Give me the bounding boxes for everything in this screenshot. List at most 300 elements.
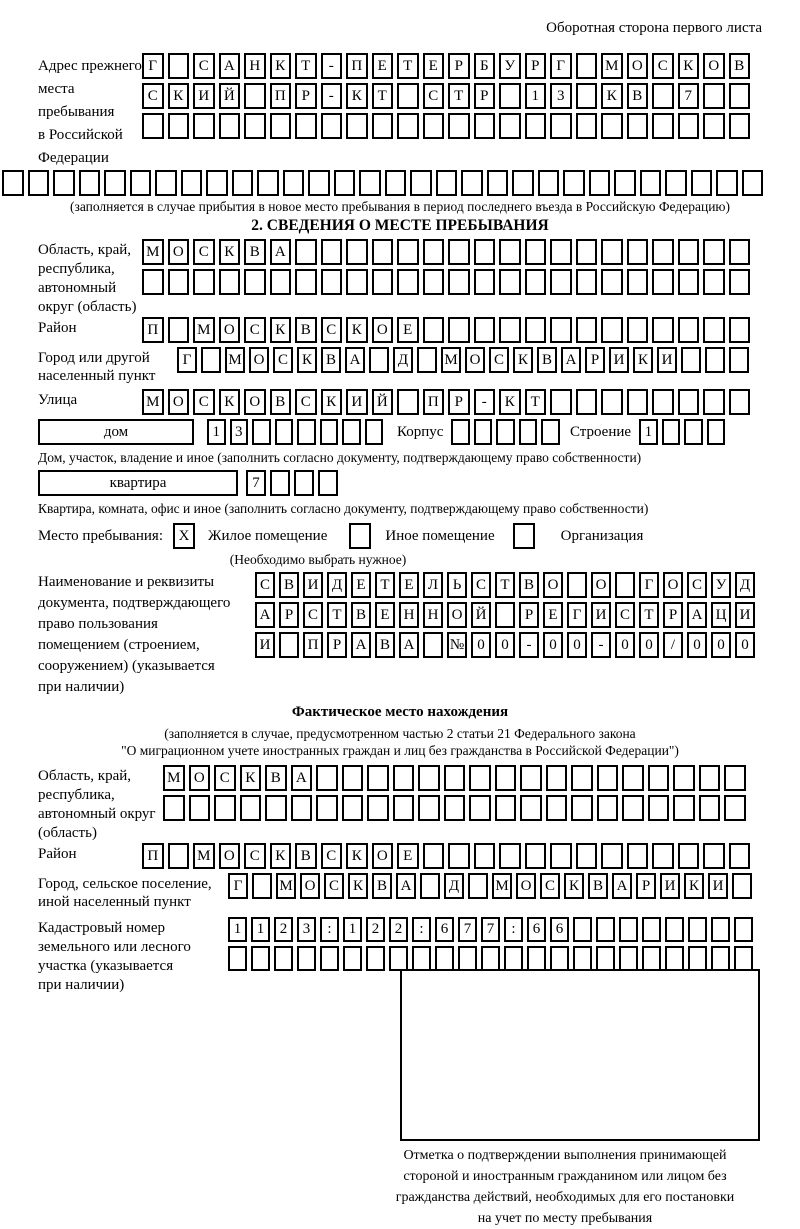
char-cell[interactable] <box>423 317 445 343</box>
char-cell[interactable]: С <box>321 317 343 343</box>
char-cell[interactable]: К <box>321 389 343 415</box>
char-cell[interactable] <box>474 239 496 265</box>
char-cell[interactable]: 6 <box>527 917 546 942</box>
char-cell[interactable] <box>642 917 661 942</box>
char-cell[interactable] <box>168 317 190 343</box>
char-cell[interactable] <box>397 389 419 415</box>
char-cell[interactable] <box>576 83 598 109</box>
char-cell[interactable]: П <box>303 632 323 658</box>
char-cell[interactable] <box>499 239 521 265</box>
char-cell[interactable] <box>274 946 293 971</box>
char-cell[interactable] <box>601 239 623 265</box>
char-cell[interactable]: М <box>441 347 461 373</box>
char-cell[interactable] <box>652 113 674 139</box>
char-cell[interactable]: Р <box>519 602 539 628</box>
char-cell[interactable]: О <box>703 53 725 79</box>
char-cell[interactable]: 1 <box>639 419 658 445</box>
char-cell[interactable]: М <box>193 843 215 869</box>
char-cell[interactable] <box>393 795 415 821</box>
char-cell[interactable] <box>265 795 287 821</box>
char-cell[interactable]: В <box>295 317 317 343</box>
char-cell[interactable] <box>512 170 534 196</box>
char-cell[interactable]: Ь <box>447 572 467 598</box>
fact-district-row[interactable] <box>142 843 750 869</box>
char-cell[interactable] <box>627 113 649 139</box>
char-cell[interactable] <box>662 419 681 445</box>
char-cell[interactable] <box>294 470 314 496</box>
char-cell[interactable]: В <box>270 389 292 415</box>
char-cell[interactable]: И <box>591 602 611 628</box>
previous-address-row-3[interactable] <box>142 113 750 139</box>
char-cell[interactable] <box>423 113 445 139</box>
char-cell[interactable] <box>448 113 470 139</box>
char-cell[interactable] <box>397 113 419 139</box>
char-cell[interactable] <box>297 419 316 445</box>
char-cell[interactable]: Р <box>525 53 547 79</box>
char-cell[interactable] <box>652 83 674 109</box>
char-cell[interactable] <box>729 239 751 265</box>
char-cell[interactable]: В <box>265 765 287 791</box>
char-cell[interactable] <box>703 317 725 343</box>
char-cell[interactable] <box>458 946 477 971</box>
char-cell[interactable] <box>155 170 177 196</box>
char-cell[interactable] <box>244 269 266 295</box>
char-cell[interactable] <box>742 170 764 196</box>
stroenie-row[interactable] <box>639 419 725 445</box>
char-cell[interactable] <box>321 239 343 265</box>
char-cell[interactable] <box>627 317 649 343</box>
char-cell[interactable] <box>461 170 483 196</box>
char-cell[interactable]: О <box>300 873 320 899</box>
char-cell[interactable] <box>397 83 419 109</box>
char-cell[interactable] <box>699 765 721 791</box>
char-cell[interactable]: : <box>412 917 431 942</box>
char-cell[interactable] <box>372 239 394 265</box>
char-cell[interactable] <box>619 917 638 942</box>
char-cell[interactable]: И <box>708 873 728 899</box>
char-cell[interactable]: К <box>270 53 292 79</box>
char-cell[interactable]: Р <box>327 632 347 658</box>
char-cell[interactable]: 7 <box>481 917 500 942</box>
char-cell[interactable] <box>652 843 674 869</box>
char-cell[interactable]: С <box>214 765 236 791</box>
char-cell[interactable]: 0 <box>543 632 563 658</box>
char-cell[interactable]: Р <box>474 83 496 109</box>
char-cell[interactable] <box>520 795 542 821</box>
char-cell[interactable]: М <box>142 389 164 415</box>
char-cell[interactable] <box>474 113 496 139</box>
char-cell[interactable] <box>279 632 299 658</box>
char-cell[interactable]: Й <box>471 602 491 628</box>
char-cell[interactable] <box>589 170 611 196</box>
district-row[interactable] <box>142 317 750 343</box>
char-cell[interactable]: - <box>321 83 343 109</box>
char-cell[interactable]: Е <box>397 843 419 869</box>
char-cell[interactable]: Т <box>327 602 347 628</box>
char-cell[interactable] <box>678 843 700 869</box>
char-cell[interactable]: Г <box>142 53 164 79</box>
char-cell[interactable] <box>699 795 721 821</box>
previous-address-row-4[interactable] <box>2 170 762 196</box>
char-cell[interactable] <box>665 170 687 196</box>
char-cell[interactable] <box>367 765 389 791</box>
char-cell[interactable]: : <box>320 917 339 942</box>
char-cell[interactable] <box>270 269 292 295</box>
residential-checkbox[interactable]: X <box>173 523 195 549</box>
char-cell[interactable]: А <box>561 347 581 373</box>
char-cell[interactable]: Е <box>372 53 394 79</box>
char-cell[interactable]: Е <box>351 572 371 598</box>
char-cell[interactable]: И <box>735 602 755 628</box>
char-cell[interactable] <box>525 113 547 139</box>
char-cell[interactable]: Г <box>567 602 587 628</box>
char-cell[interactable] <box>444 765 466 791</box>
char-cell[interactable]: К <box>633 347 653 373</box>
char-cell[interactable]: О <box>372 843 394 869</box>
char-cell[interactable]: Д <box>393 347 413 373</box>
char-cell[interactable] <box>652 317 674 343</box>
char-cell[interactable] <box>729 83 751 109</box>
char-cell[interactable] <box>359 170 381 196</box>
char-cell[interactable] <box>343 946 362 971</box>
char-cell[interactable] <box>316 765 338 791</box>
char-cell[interactable]: Е <box>397 317 419 343</box>
char-cell[interactable] <box>397 239 419 265</box>
char-cell[interactable]: 7 <box>458 917 477 942</box>
char-cell[interactable]: Т <box>639 602 659 628</box>
char-cell[interactable]: О <box>219 843 241 869</box>
char-cell[interactable] <box>665 946 684 971</box>
char-cell[interactable]: 0 <box>615 632 635 658</box>
char-cell[interactable] <box>525 317 547 343</box>
char-cell[interactable] <box>684 419 703 445</box>
char-cell[interactable] <box>474 269 496 295</box>
char-cell[interactable] <box>729 843 751 869</box>
char-cell[interactable] <box>673 765 695 791</box>
char-cell[interactable]: И <box>609 347 629 373</box>
char-cell[interactable]: 0 <box>567 632 587 658</box>
char-cell[interactable]: Н <box>423 602 443 628</box>
char-cell[interactable] <box>412 946 431 971</box>
char-cell[interactable]: Т <box>397 53 419 79</box>
char-cell[interactable]: Т <box>495 572 515 598</box>
char-cell[interactable]: О <box>447 602 467 628</box>
char-cell[interactable] <box>369 347 389 373</box>
char-cell[interactable]: Д <box>735 572 755 598</box>
char-cell[interactable] <box>525 269 547 295</box>
char-cell[interactable] <box>481 946 500 971</box>
char-cell[interactable] <box>640 170 662 196</box>
char-cell[interactable] <box>567 572 587 598</box>
char-cell[interactable]: 1 <box>525 83 547 109</box>
char-cell[interactable] <box>366 946 385 971</box>
char-cell[interactable]: 2 <box>274 917 293 942</box>
other-premises-checkbox[interactable] <box>349 523 371 549</box>
char-cell[interactable]: - <box>321 53 343 79</box>
char-cell[interactable] <box>295 269 317 295</box>
document-row-1[interactable] <box>255 572 755 598</box>
region-row-1[interactable] <box>142 239 750 265</box>
char-cell[interactable] <box>469 795 491 821</box>
char-cell[interactable]: В <box>351 602 371 628</box>
char-cell[interactable] <box>541 419 560 445</box>
char-cell[interactable] <box>297 946 316 971</box>
char-cell[interactable]: - <box>591 632 611 658</box>
char-cell[interactable] <box>487 170 509 196</box>
char-cell[interactable] <box>365 419 384 445</box>
char-cell[interactable]: О <box>168 239 190 265</box>
char-cell[interactable] <box>732 873 752 899</box>
char-cell[interactable] <box>283 170 305 196</box>
char-cell[interactable]: М <box>492 873 512 899</box>
char-cell[interactable] <box>142 269 164 295</box>
char-cell[interactable] <box>28 170 50 196</box>
char-cell[interactable] <box>597 795 619 821</box>
char-cell[interactable]: А <box>219 53 241 79</box>
char-cell[interactable] <box>619 946 638 971</box>
char-cell[interactable] <box>703 389 725 415</box>
char-cell[interactable] <box>703 239 725 265</box>
house-number-row[interactable] <box>207 419 383 445</box>
char-cell[interactable] <box>520 765 542 791</box>
char-cell[interactable] <box>499 83 521 109</box>
char-cell[interactable] <box>420 873 440 899</box>
char-cell[interactable] <box>688 917 707 942</box>
char-cell[interactable] <box>576 843 598 869</box>
char-cell[interactable]: С <box>489 347 509 373</box>
char-cell[interactable] <box>244 113 266 139</box>
char-cell[interactable]: П <box>142 843 164 869</box>
street-row[interactable] <box>142 389 750 415</box>
char-cell[interactable] <box>546 795 568 821</box>
char-cell[interactable] <box>678 389 700 415</box>
char-cell[interactable] <box>372 269 394 295</box>
char-cell[interactable]: Л <box>423 572 443 598</box>
fact-region-row-1[interactable] <box>163 765 746 791</box>
char-cell[interactable] <box>240 795 262 821</box>
char-cell[interactable] <box>576 113 598 139</box>
char-cell[interactable] <box>576 317 598 343</box>
char-cell[interactable]: 1 <box>207 419 226 445</box>
char-cell[interactable] <box>275 419 294 445</box>
char-cell[interactable]: С <box>193 53 215 79</box>
char-cell[interactable] <box>614 170 636 196</box>
char-cell[interactable] <box>648 765 670 791</box>
fact-region-row-2[interactable] <box>163 795 746 821</box>
char-cell[interactable] <box>201 347 221 373</box>
char-cell[interactable] <box>499 843 521 869</box>
char-cell[interactable] <box>499 317 521 343</box>
char-cell[interactable] <box>385 170 407 196</box>
char-cell[interactable] <box>601 317 623 343</box>
char-cell[interactable]: А <box>396 873 416 899</box>
char-cell[interactable]: К <box>346 843 368 869</box>
char-cell[interactable]: Р <box>448 53 470 79</box>
char-cell[interactable]: К <box>601 83 623 109</box>
char-cell[interactable] <box>652 239 674 265</box>
char-cell[interactable] <box>53 170 75 196</box>
char-cell[interactable]: К <box>346 317 368 343</box>
apartment-row[interactable] <box>246 470 338 496</box>
char-cell[interactable]: С <box>244 843 266 869</box>
char-cell[interactable] <box>214 795 236 821</box>
char-cell[interactable] <box>244 83 266 109</box>
char-cell[interactable] <box>724 795 746 821</box>
char-cell[interactable]: М <box>142 239 164 265</box>
char-cell[interactable]: 7 <box>678 83 700 109</box>
char-cell[interactable] <box>181 170 203 196</box>
char-cell[interactable] <box>499 269 521 295</box>
char-cell[interactable] <box>163 795 185 821</box>
char-cell[interactable]: 0 <box>735 632 755 658</box>
char-cell[interactable]: П <box>270 83 292 109</box>
char-cell[interactable] <box>417 347 437 373</box>
char-cell[interactable] <box>729 269 751 295</box>
char-cell[interactable] <box>251 946 270 971</box>
char-cell[interactable]: Т <box>372 83 394 109</box>
char-cell[interactable] <box>601 269 623 295</box>
char-cell[interactable] <box>703 83 725 109</box>
char-cell[interactable]: Р <box>448 389 470 415</box>
char-cell[interactable] <box>622 765 644 791</box>
char-cell[interactable]: Й <box>219 83 241 109</box>
char-cell[interactable] <box>550 317 572 343</box>
char-cell[interactable]: Р <box>663 602 683 628</box>
char-cell[interactable] <box>573 917 592 942</box>
char-cell[interactable]: К <box>240 765 262 791</box>
char-cell[interactable]: К <box>684 873 704 899</box>
char-cell[interactable]: М <box>601 53 623 79</box>
char-cell[interactable] <box>418 765 440 791</box>
char-cell[interactable] <box>436 170 458 196</box>
char-cell[interactable]: С <box>615 602 635 628</box>
char-cell[interactable]: С <box>324 873 344 899</box>
char-cell[interactable] <box>448 239 470 265</box>
char-cell[interactable]: В <box>279 572 299 598</box>
char-cell[interactable] <box>270 470 290 496</box>
char-cell[interactable]: 6 <box>550 917 569 942</box>
char-cell[interactable] <box>346 269 368 295</box>
char-cell[interactable] <box>678 113 700 139</box>
char-cell[interactable] <box>597 765 619 791</box>
char-cell[interactable]: И <box>657 347 677 373</box>
char-cell[interactable]: С <box>244 317 266 343</box>
char-cell[interactable]: 1 <box>251 917 270 942</box>
organization-checkbox[interactable] <box>513 523 535 549</box>
char-cell[interactable] <box>716 170 738 196</box>
char-cell[interactable] <box>724 765 746 791</box>
cadastre-row-2[interactable] <box>228 946 795 971</box>
char-cell[interactable] <box>193 269 215 295</box>
char-cell[interactable]: Е <box>423 53 445 79</box>
char-cell[interactable] <box>495 602 515 628</box>
char-cell[interactable] <box>444 795 466 821</box>
char-cell[interactable] <box>189 795 211 821</box>
char-cell[interactable] <box>627 269 649 295</box>
char-cell[interactable] <box>342 795 364 821</box>
char-cell[interactable]: О <box>465 347 485 373</box>
char-cell[interactable] <box>295 113 317 139</box>
char-cell[interactable]: И <box>346 389 368 415</box>
char-cell[interactable] <box>252 873 272 899</box>
char-cell[interactable]: Н <box>244 53 266 79</box>
char-cell[interactable]: К <box>346 83 368 109</box>
char-cell[interactable]: В <box>321 347 341 373</box>
char-cell[interactable]: К <box>513 347 533 373</box>
char-cell[interactable]: 7 <box>246 470 266 496</box>
char-cell[interactable]: Е <box>375 602 395 628</box>
char-cell[interactable] <box>525 843 547 869</box>
char-cell[interactable] <box>321 113 343 139</box>
char-cell[interactable] <box>648 795 670 821</box>
char-cell[interactable]: А <box>612 873 632 899</box>
char-cell[interactable] <box>295 239 317 265</box>
char-cell[interactable]: К <box>219 389 241 415</box>
char-cell[interactable] <box>703 843 725 869</box>
char-cell[interactable] <box>346 113 368 139</box>
char-cell[interactable]: Р <box>295 83 317 109</box>
char-cell[interactable] <box>707 419 726 445</box>
char-cell[interactable]: И <box>193 83 215 109</box>
char-cell[interactable] <box>308 170 330 196</box>
char-cell[interactable] <box>168 113 190 139</box>
char-cell[interactable]: Р <box>636 873 656 899</box>
char-cell[interactable]: А <box>270 239 292 265</box>
char-cell[interactable]: К <box>297 347 317 373</box>
char-cell[interactable] <box>389 946 408 971</box>
char-cell[interactable]: М <box>225 347 245 373</box>
char-cell[interactable]: / <box>663 632 683 658</box>
char-cell[interactable]: Д <box>444 873 464 899</box>
char-cell[interactable]: А <box>291 765 313 791</box>
char-cell[interactable]: С <box>321 843 343 869</box>
char-cell[interactable]: К <box>270 317 292 343</box>
char-cell[interactable] <box>474 419 493 445</box>
char-cell[interactable]: О <box>627 53 649 79</box>
char-cell[interactable] <box>130 170 152 196</box>
char-cell[interactable]: С <box>540 873 560 899</box>
korpus-row[interactable] <box>451 419 560 445</box>
char-cell[interactable] <box>601 389 623 415</box>
char-cell[interactable]: К <box>348 873 368 899</box>
char-cell[interactable]: Ц <box>711 602 731 628</box>
char-cell[interactable] <box>393 765 415 791</box>
char-cell[interactable] <box>320 419 339 445</box>
char-cell[interactable]: 3 <box>297 917 316 942</box>
char-cell[interactable]: № <box>447 632 467 658</box>
char-cell[interactable] <box>596 917 615 942</box>
char-cell[interactable]: А <box>345 347 365 373</box>
char-cell[interactable]: П <box>346 53 368 79</box>
char-cell[interactable] <box>410 170 432 196</box>
city-row[interactable] <box>177 347 749 373</box>
char-cell[interactable] <box>342 419 361 445</box>
char-cell[interactable] <box>474 843 496 869</box>
char-cell[interactable]: К <box>270 843 292 869</box>
char-cell[interactable]: 1 <box>228 917 247 942</box>
char-cell[interactable]: 6 <box>435 917 454 942</box>
char-cell[interactable]: Г <box>550 53 572 79</box>
char-cell[interactable]: С <box>471 572 491 598</box>
char-cell[interactable]: Г <box>228 873 248 899</box>
char-cell[interactable]: Р <box>279 602 299 628</box>
char-cell[interactable]: В <box>295 843 317 869</box>
char-cell[interactable]: О <box>372 317 394 343</box>
char-cell[interactable]: Б <box>474 53 496 79</box>
char-cell[interactable]: О <box>249 347 269 373</box>
char-cell[interactable] <box>665 917 684 942</box>
char-cell[interactable] <box>257 170 279 196</box>
